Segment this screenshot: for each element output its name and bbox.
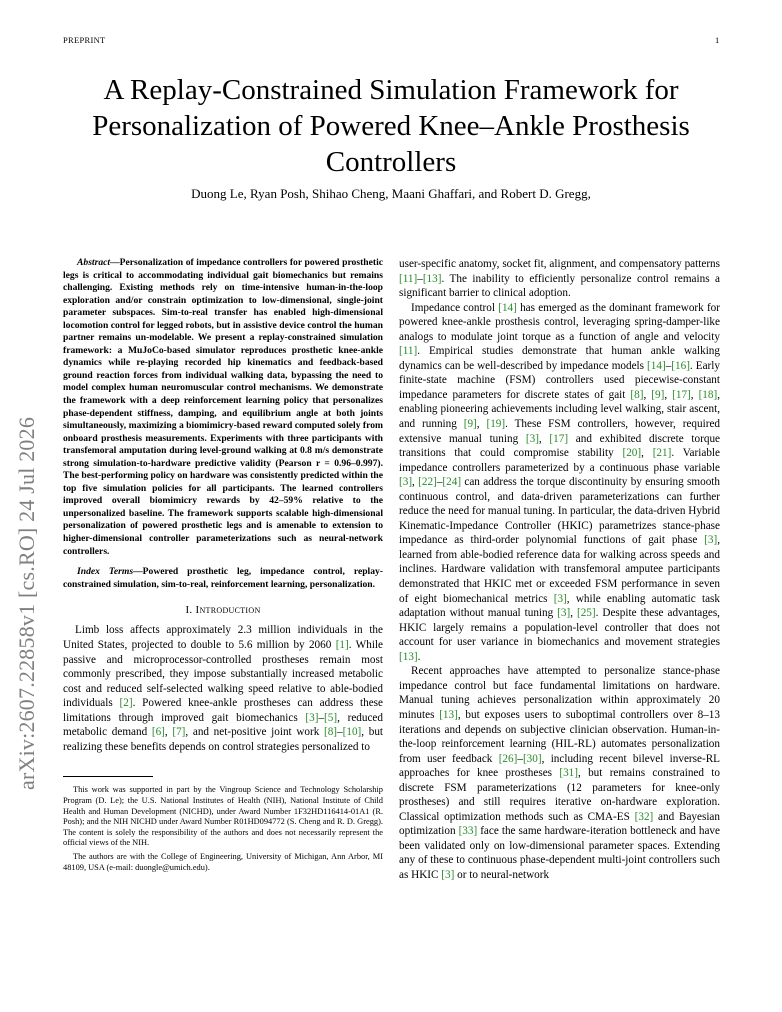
arxiv-stamp[interactable]: arXiv:2607.22858v1 [cs.RO] 24 Jul 2026: [14, 416, 39, 790]
right-column: [399, 257, 720, 883]
citation-link[interactable]: [25]: [576, 607, 596, 620]
citation-link[interactable]: [8]: [323, 726, 338, 739]
citation-link[interactable]: [1]: [335, 638, 349, 651]
footnotes: [63, 776, 383, 873]
abstract-text: —Personalization of impedance controllers for powered prosthetic legs is critical to accommodating individual gait biomechanics but remains challenging. Existing methods rely on time-intensive human-in-the-loop exploration and/or constrain optimization to low-dimensional, single-joint parameter subspaces. Sim-to-real transfer has enabled high-dimensional locomotion control for legged robots, but in assistive device control the human partner remains un-modelable. We present a replay-constrained simulation framework: a MuJoCo-based simulator reproduces prosthetic knee-ankle dynamics while re-playing recorded hip kinematics and feedback-based ground reaction forces from individual walking data, bypassing the need to model complex human neuromuscular control mechanisms. We demonstrate the framework with a deep reinforcement learning policy that personalizes phase-dependent stiffness, damping, and equilibrium angle at both joints simultaneously, maximizing a biomimicry-based reward computed solely from onboard prosthesis measurements. Experiments with three participants with transfemoral amputation during level-ground walking at 0.8 m/s demonstrate strong simulation-to-hardware predictive validity (Pearson r = 0.96–0.997). The best-performing policy on hardware was consistently predicted within the top five simulation policies for all participants. The learned controllers improved overall biomimicry rewards by 42–59% relative to the unpersonalized baseline. The framework supports scalable high-dimensional personalization of powered prosthetic legs and is amenable to extension to higher-dimensional controller parameterizations such as neural-network controllers.: [63, 257, 383, 557]
affiliation-footnote: The authors are with the College of Engineering, University of Michigan, Ann Arbor, MI 48109, USA (e-mail: duongle@umich.edu).: [63, 851, 383, 872]
citation-link[interactable]: [9]: [651, 388, 665, 401]
citation-link[interactable]: [18]: [698, 388, 718, 401]
running-header: PREPRINT: [63, 35, 106, 45]
citation-link[interactable]: [11]: [399, 345, 418, 358]
footnote-divider: [63, 776, 153, 777]
citation-link[interactable]: [24]: [442, 476, 462, 489]
index-terms: [63, 566, 383, 591]
index-terms-text: —Powered prosthetic leg, impedance control, replay-constrained simulation, sim-to-real, reinforcement learning, personalization.: [63, 566, 383, 590]
citation-link[interactable]: [9]: [463, 418, 477, 431]
citation-link[interactable]: [13]: [422, 272, 442, 285]
citation-link[interactable]: [20]: [622, 447, 642, 460]
index-terms-label: Index Terms: [77, 566, 134, 578]
citation-link[interactable]: [14]: [647, 359, 666, 372]
citation-link[interactable]: [21]: [652, 447, 672, 460]
abstract-label: Abstract: [77, 257, 111, 268]
citation-link[interactable]: [19]: [486, 418, 506, 431]
citation-link[interactable]: [17]: [672, 388, 691, 401]
abstract: [63, 257, 383, 558]
paper-title: A Replay-Constrained Simulation Framework for Personalization of Powered Knee–Ankle Prosthesis Controllers: [92, 74, 690, 178]
citation-link[interactable]: [2]: [119, 697, 133, 710]
body-paragraph: Impedance control [14] has emerged as the dominant framework for powered knee-ankle prosthesis control, leveraging spring-damper-like analogs to modulate joint torque as a function of angle and velocity [11]. Empirical studies demonstrate that human ankle walking dynamics can be well-described by impedance models [14]–[16]. Early finite-state machine (FSM) controllers used piecewise-constant impedance parameters for discrete states of gait [8], [9], [17], [18], enabling pioneering achievements including level walking, stair ascent, and running [9], [19]. These FSM controllers, however, required extensive manual tuning [3], [17] and exhibited discrete torque transitions that could compromise stability [20], [21]. Variable impedance controllers parameterized by a continuous phase variable [3], [22]–[24] can address the torque discontinuity by ensuring smooth continuous control, and data-driven parameterizations can further reduce the need for manual tuning. In particular, the data-driven Hybrid Kinematic-Impedance Controller (HKIC) parametrizes stance-phase impedance as third-order polynomial functions of gait phase [3], learned from able-bodied reference data for walking across speeds and inclines. Hardware validation with transfemoral amputee participants demonstrated that HKIC met or exceeded FSM performance in seven of eight biomechanical metrics [3], while enabling automatic task adaptation without manual tuning [3], [25]. Despite these advantages, HKIC largely remains a population-level controller that does not account for user variance in biomechanics and movement strategies [13].: [399, 301, 721, 663]
citation-link[interactable]: [16]: [671, 359, 690, 372]
author-list: Duong Le, Ryan Posh, Shihao Cheng, Maani Ghaffari, and Robert D. Gregg,: [191, 186, 591, 201]
citation-link[interactable]: [3]: [704, 534, 718, 547]
citation-link[interactable]: [26]: [498, 752, 518, 765]
body-paragraph: Recent approaches have attempted to personalize stance-phase impedance control but face fundamental limitations on hardware. Manual tuning achieves personalization within approximately 20 minutes [13], but exposes users to suboptimal controllers over 8–13 iterations and depends on subjective clinician observation. Human-in-the-loop reinforcement learning (HIL-RL) automates personalization from user feedback [26]–[30], including recent bilevel inverse-RL approaches for knee prostheses [31], but remains constrained to discrete FSM parameterizations (12 parameters for knee-only prostheses) and still requires iterative on-hardware exploration. Classical optimization methods such as CMA-ES [32] and Bayesian optimization [33] face the same hardware-iteration bottleneck and have been validated only on low-dimensional parameter spaces. Extending any of these to continuous phase-dependent multi-joint controllers such as HKIC [3] or to neural-network: [399, 665, 721, 881]
citation-link[interactable]: [6]: [151, 726, 165, 739]
citation-link[interactable]: [3]: [557, 607, 571, 620]
citation-link[interactable]: [11]: [399, 272, 418, 285]
intro-paragraph: Limb loss affects approximately 2.3 million individuals in the United States, projected to double to 5.6 million by 2060 [1]. While passive and microprocessor-controlled prostheses remain most commonly prescribed, they impose substantially increased metabolic cost and reduced self-selected walking speed relative to able-bodied individuals [2]. Powered knee-ankle prostheses can address these limitations through improved gait biomechanics [3]–[5], reduced metabolic demand [6], [7], and net-positive joint work [8]–[10], but realizing these benefits depends on control strategies personalized to: [63, 624, 384, 753]
citation-link[interactable]: [5]: [324, 711, 338, 724]
citation-link[interactable]: [3]: [441, 868, 455, 881]
citation-link[interactable]: [30]: [522, 752, 542, 765]
citation-link[interactable]: [10]: [342, 726, 362, 739]
citation-link[interactable]: [8]: [630, 388, 644, 401]
section-heading-introduction: I. Introduction: [185, 604, 261, 617]
citation-link[interactable]: [3]: [399, 476, 413, 489]
left-column: [63, 257, 383, 876]
citation-link[interactable]: [3]: [525, 432, 539, 445]
citation-link[interactable]: [17]: [549, 432, 569, 445]
citation-link[interactable]: [31]: [559, 767, 578, 780]
citation-link[interactable]: [14]: [498, 301, 517, 314]
citation-link[interactable]: [7]: [172, 726, 186, 739]
citation-link[interactable]: [3]: [305, 711, 319, 724]
citation-link[interactable]: [13]: [399, 650, 418, 663]
page-number: 1: [715, 35, 720, 45]
citation-link[interactable]: [13]: [439, 708, 458, 721]
funding-footnote: This work was supported in part by the Vingroup Science and Technology Scholarship Program (D. Le); the U.S. National Institutes of Health (NIH), National Institute of Child Health and Human Development (NICHD), under Award Number 1F32HD116414-01A1 (R. Posh); and the NIH NICHD under Award Number R01HD094772 (S. Cheng and R. D. Gregg). The content is solely the responsibility of the authors and does not necessarily represent the official views of the NIH.: [63, 785, 383, 848]
citation-link[interactable]: [3]: [553, 592, 567, 605]
body-paragraph: user-specific anatomy, socket fit, alignment, and compensatory patterns [11]–[13]. The inability to efficiently personalize control remains a significant barrier to clinical adoption.: [399, 258, 720, 300]
citation-link[interactable]: [32]: [634, 810, 654, 823]
citation-link[interactable]: [22]: [418, 476, 437, 489]
citation-link[interactable]: [33]: [458, 825, 478, 838]
